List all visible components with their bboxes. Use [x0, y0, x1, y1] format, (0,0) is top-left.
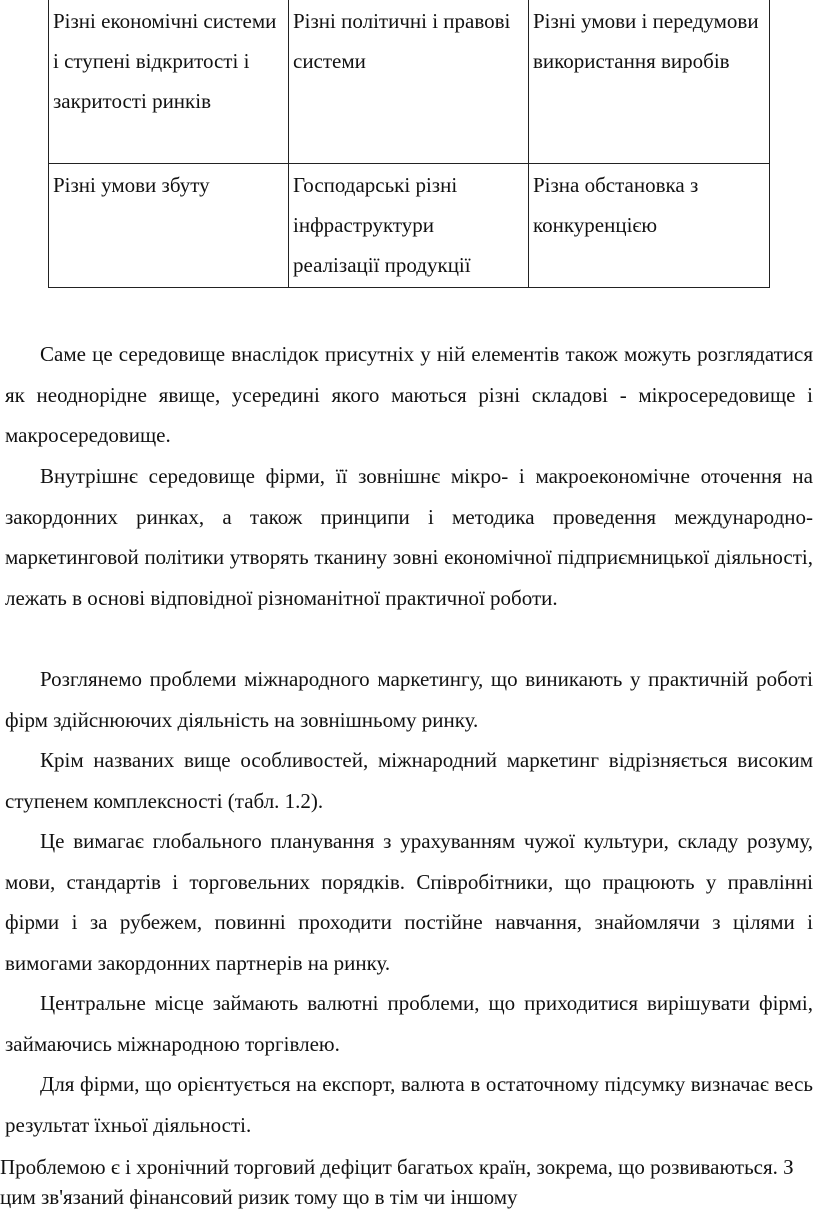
table-cell: Різні економічні системи і ступені відкритості і закритості ринків	[49, 0, 289, 164]
paragraph: Центральне місце займають валютні проблеми, що приходитися вирішувати фірмі, займаючись міжнародною торгівлею.	[5, 991, 813, 1056]
paragraph: Крім названих вище особливостей, міжнародний маркетинг відрізняється високим ступенем комплексності (табл. 1.2).	[5, 748, 813, 813]
table-row	[49, 0, 770, 164]
comparison-table	[48, 0, 770, 288]
table-cell: Різна обстановка з конкуренцією	[529, 164, 770, 288]
paragraph: Саме це середовище внаслідок присутніх у ній елементів також можуть розглядатися як неоднорідне явище, усередині якого маються різні складові - мікросередовище і макросередовище.	[5, 342, 813, 447]
paragraph: Внутрішнє середовище фірми, її зовнішнє мікро- і макроекономічне оточення на закордонних ринках, а також принципи і методика проведення международно-маркетинговой політики утворять тканину зовні економічної підприємницької діяльності, лежать в основі відповідної різноманітної практичної роботи.	[5, 464, 813, 610]
paragraph: Це вимагає глобального планування з урахуванням чужої культури, складу розуму, мови, стандартів і торговельних порядків. Співробітники, що працюють у правлінні фірми і за рубежем, повинні проходити постійне навчання, знайомлячи з цілями і вимогами закордонних партнерів на ринку.	[5, 829, 813, 975]
table-cell: Господарські різні інфраструктури реалізації продукції	[289, 164, 529, 288]
table-cell: Різні умови і передумови використання виробів	[529, 0, 770, 164]
paragraph: Розглянемо проблеми міжнародного маркетингу, що виникають у практичній роботі фірм здійснюючих діяльність на зовнішньому ринку.	[5, 667, 813, 732]
paragraph: Для фірми, що орієнтується на експорт, валюта в остаточному підсумку визначає весь результат їхньої діяльності.	[5, 1072, 813, 1137]
paragraph: Проблемою є і хронічний торговий дефіцит багатьох країн, зокрема, що розвиваються. З цим зв'язаний фінансовий ризик тому що в тім чи іншому	[0, 1155, 794, 1209]
table-row	[49, 164, 770, 288]
table-cell: Різні умови збуту	[49, 164, 289, 288]
table-cell: Різні політичні і правові системи	[289, 0, 529, 164]
